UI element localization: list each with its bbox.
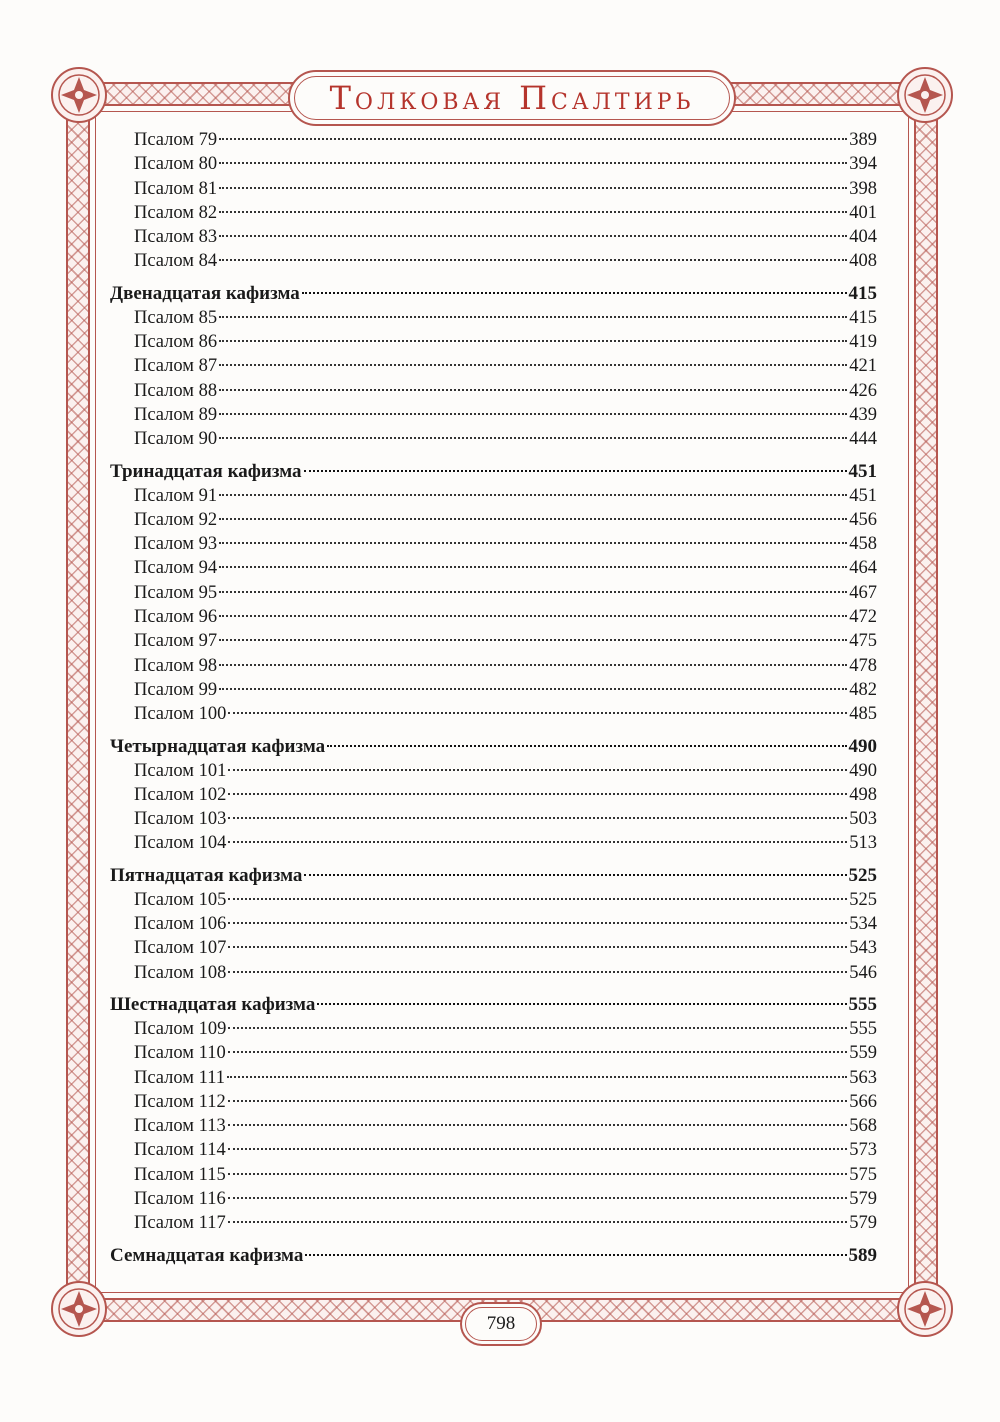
toc-psalm-entry [110, 128, 877, 152]
dot-leader [219, 162, 847, 164]
toc-psalm-entry [110, 888, 877, 912]
toc-entry-label: Псалом 105 [134, 889, 227, 910]
toc-psalm-entry [110, 936, 877, 960]
table-of-contents [110, 128, 877, 1268]
toc-entry-page: 426 [849, 380, 877, 401]
toc-entry-page: 579 [849, 1213, 877, 1234]
toc-entry-label: Псалом 112 [134, 1091, 226, 1112]
page-title: Толковая Псалтирь [329, 79, 695, 117]
toc-entry-page: 534 [849, 914, 877, 935]
toc-entry-page: 415 [849, 307, 877, 328]
toc-entry-page: 563 [849, 1067, 877, 1088]
dot-leader [228, 1124, 848, 1126]
toc-entry-label: Псалом 100 [134, 704, 227, 725]
toc-psalm-entry [110, 1138, 877, 1162]
dot-leader [219, 235, 847, 237]
toc-entry-label: Псалом 93 [134, 534, 218, 555]
toc-entry-page: 485 [849, 704, 877, 725]
toc-psalm-entry [110, 484, 877, 508]
toc-psalm-entry [110, 783, 877, 807]
dot-leader [219, 639, 847, 641]
toc-section-entry [110, 735, 877, 759]
toc-psalm-entry [110, 629, 877, 653]
corner-rosette-icon [896, 1280, 954, 1338]
toc-entry-page: 464 [849, 558, 877, 579]
toc-entry-page: 394 [849, 154, 877, 175]
page-number: 798 [486, 1313, 516, 1334]
toc-entry-page: 401 [849, 202, 877, 223]
dot-leader [219, 566, 847, 568]
toc-psalm-entry [110, 379, 877, 403]
toc-entry-page: 573 [849, 1140, 877, 1161]
toc-entry-page: 451 [849, 485, 877, 506]
toc-entry-page: 444 [849, 429, 877, 450]
toc-entry-page: 579 [849, 1188, 877, 1209]
dot-leader [219, 591, 847, 593]
toc-section-entry [110, 993, 877, 1017]
toc-entry-page: 398 [849, 178, 877, 199]
toc-entry-page: 472 [849, 607, 877, 628]
dot-leader [228, 971, 847, 973]
toc-entry-label: Псалом 80 [134, 154, 218, 175]
toc-entry-label: Псалом 91 [134, 485, 218, 506]
footer-cartouche [460, 1302, 542, 1346]
toc-section-entry [110, 864, 877, 888]
dot-leader [219, 211, 847, 213]
toc-entry-label: Псалом 115 [134, 1164, 226, 1185]
toc-entry-label: Псалом 111 [134, 1067, 226, 1088]
toc-entry-label: Псалом 104 [134, 833, 227, 854]
toc-psalm-entry [110, 759, 877, 783]
toc-psalm-entry [110, 201, 877, 225]
toc-psalm-entry [110, 1041, 877, 1065]
toc-entry-label: Псалом 108 [134, 962, 227, 983]
toc-psalm-entry [110, 1066, 877, 1090]
dot-leader [228, 1148, 848, 1150]
dot-leader [228, 946, 847, 948]
toc-entry-label: Псалом 83 [134, 227, 218, 248]
dot-leader [305, 1254, 846, 1256]
dot-leader [227, 1076, 847, 1078]
toc-entry-label: Псалом 85 [134, 307, 218, 328]
toc-entry-label: Пятнадцатая кафизма [110, 864, 303, 886]
toc-psalm-entry [110, 403, 877, 427]
dot-leader [304, 470, 847, 472]
toc-section-entry [110, 282, 877, 306]
toc-entry-label: Псалом 94 [134, 558, 218, 579]
dot-leader [219, 615, 847, 617]
toc-section-entry [110, 460, 877, 484]
toc-entry-page: 566 [849, 1091, 877, 1112]
toc-entry-page: 589 [848, 1244, 877, 1266]
toc-entry-page: 490 [848, 735, 877, 757]
corner-rosette-icon [50, 66, 108, 124]
toc-entry-page: 513 [849, 833, 877, 854]
dot-leader [228, 1221, 848, 1223]
toc-psalm-entry [110, 1114, 877, 1138]
toc-entry-label: Псалом 82 [134, 202, 218, 223]
toc-entry-page: 439 [849, 404, 877, 425]
dot-leader [219, 138, 847, 140]
dot-leader [228, 1027, 847, 1029]
toc-psalm-entry [110, 702, 877, 726]
ornament-band-left [68, 106, 90, 1298]
toc-psalm-entry [110, 532, 877, 556]
toc-section-entry [110, 1244, 877, 1268]
toc-entry-page: 456 [849, 509, 877, 530]
dot-leader [228, 898, 847, 900]
dot-leader [219, 389, 847, 391]
dot-leader [228, 1051, 848, 1053]
dot-leader [219, 413, 847, 415]
toc-psalm-entry [110, 581, 877, 605]
toc-psalm-entry [110, 1187, 877, 1211]
toc-entry-page: 408 [849, 251, 877, 272]
toc-psalm-entry [110, 1090, 877, 1114]
corner-rosette-icon [896, 66, 954, 124]
toc-entry-label: Псалом 79 [134, 130, 218, 150]
dot-leader [228, 793, 847, 795]
toc-entry-label: Псалом 90 [134, 429, 218, 450]
toc-entry-page: 482 [849, 679, 877, 700]
dot-leader [327, 745, 846, 747]
toc-psalm-entry [110, 654, 877, 678]
toc-entry-label: Псалом 107 [134, 938, 227, 959]
toc-entry-label: Псалом 81 [134, 178, 218, 199]
toc-entry-page: 404 [849, 227, 877, 248]
dot-leader [219, 664, 847, 666]
toc-psalm-entry [110, 912, 877, 936]
toc-entry-page: 555 [848, 993, 877, 1015]
toc-psalm-entry [110, 177, 877, 201]
toc-entry-page: 525 [849, 889, 877, 910]
dot-leader [228, 922, 847, 924]
toc-psalm-entry [110, 306, 877, 330]
toc-psalm-entry [110, 225, 877, 249]
toc-entry-label: Двенадцатая кафизма [110, 282, 300, 304]
header-cartouche [288, 70, 736, 126]
toc-entry-page: 478 [849, 655, 877, 676]
toc-entry-label: Псалом 110 [134, 1043, 226, 1064]
dot-leader [228, 712, 847, 714]
toc-entry-page: 559 [849, 1043, 877, 1064]
toc-psalm-entry [110, 1163, 877, 1187]
toc-psalm-entry [110, 605, 877, 629]
toc-psalm-entry [110, 678, 877, 702]
toc-entry-label: Псалом 102 [134, 784, 227, 805]
toc-psalm-entry [110, 152, 877, 176]
dot-leader [219, 259, 847, 261]
toc-entry-label: Псалом 101 [134, 760, 227, 781]
toc-entry-page: 458 [849, 534, 877, 555]
toc-entry-label: Псалом 109 [134, 1018, 227, 1039]
dot-leader [228, 1197, 848, 1199]
dot-leader [219, 364, 847, 366]
toc-entry-page: 419 [849, 332, 877, 353]
corner-rosette-icon [50, 1280, 108, 1338]
toc-entry-page: 389 [849, 130, 877, 150]
toc-psalm-entry [110, 556, 877, 580]
toc-entry-label: Шестнадцатая кафизма [110, 993, 316, 1015]
toc-entry-label: Псалом 92 [134, 509, 218, 530]
dot-leader [219, 340, 847, 342]
dot-leader [228, 769, 847, 771]
dot-leader [219, 518, 847, 520]
toc-psalm-entry [110, 1017, 877, 1041]
toc-psalm-entry [110, 330, 877, 354]
toc-entry-page: 475 [849, 631, 877, 652]
toc-entry-label: Псалом 103 [134, 809, 227, 830]
toc-psalm-entry [110, 427, 877, 451]
toc-psalm-entry [110, 508, 877, 532]
toc-entry-page: 490 [849, 760, 877, 781]
toc-entry-label: Псалом 96 [134, 607, 218, 628]
dot-leader [228, 1173, 848, 1175]
dot-leader [219, 437, 847, 439]
dot-leader [228, 841, 847, 843]
toc-entry-label: Тринадцатая кафизма [110, 460, 302, 482]
toc-entry-page: 546 [849, 962, 877, 983]
toc-entry-page: 498 [849, 784, 877, 805]
toc-entry-label: Псалом 116 [134, 1188, 226, 1209]
toc-entry-label: Псалом 99 [134, 679, 218, 700]
dot-leader [228, 1100, 848, 1102]
toc-entry-page: 525 [848, 864, 877, 886]
toc-entry-label: Семнадцатая кафизма [110, 1244, 304, 1266]
toc-entry-page: 421 [849, 356, 877, 377]
toc-entry-label: Псалом 106 [134, 914, 227, 935]
toc-entry-page: 575 [849, 1164, 877, 1185]
toc-entry-label: Псалом 97 [134, 631, 218, 652]
dot-leader [228, 817, 847, 819]
toc-psalm-entry [110, 807, 877, 831]
toc-entry-label: Четырнадцатая кафизма [110, 735, 326, 757]
dot-leader [219, 316, 847, 318]
toc-entry-label: Псалом 89 [134, 404, 218, 425]
toc-psalm-entry [110, 831, 877, 855]
dot-leader [219, 494, 847, 496]
toc-entry-label: Псалом 114 [134, 1140, 226, 1161]
toc-entry-label: Псалом 86 [134, 332, 218, 353]
toc-entry-page: 451 [848, 460, 877, 482]
toc-entry-page: 555 [849, 1018, 877, 1039]
dot-leader [219, 187, 847, 189]
toc-entry-label: Псалом 88 [134, 380, 218, 401]
toc-entry-label: Псалом 95 [134, 582, 218, 603]
dot-leader [304, 874, 846, 876]
toc-psalm-entry [110, 961, 877, 985]
dot-leader [219, 688, 847, 690]
toc-entry-label: Псалом 98 [134, 655, 218, 676]
dot-leader [302, 292, 847, 294]
toc-entry-page: 568 [849, 1116, 877, 1137]
dot-leader [219, 542, 847, 544]
toc-entry-page: 503 [849, 809, 877, 830]
toc-entry-label: Псалом 84 [134, 251, 218, 272]
toc-entry-page: 467 [849, 582, 877, 603]
toc-entry-label: Псалом 87 [134, 356, 218, 377]
toc-psalm-entry [110, 354, 877, 378]
ornament-band-right [914, 106, 936, 1298]
toc-entry-label: Псалом 117 [134, 1213, 226, 1234]
toc-entry-page: 415 [848, 282, 877, 304]
toc-psalm-entry [110, 249, 877, 273]
toc-entry-page: 543 [849, 938, 877, 959]
dot-leader [317, 1003, 846, 1005]
toc-psalm-entry [110, 1211, 877, 1235]
toc-entry-label: Псалом 113 [134, 1116, 226, 1137]
